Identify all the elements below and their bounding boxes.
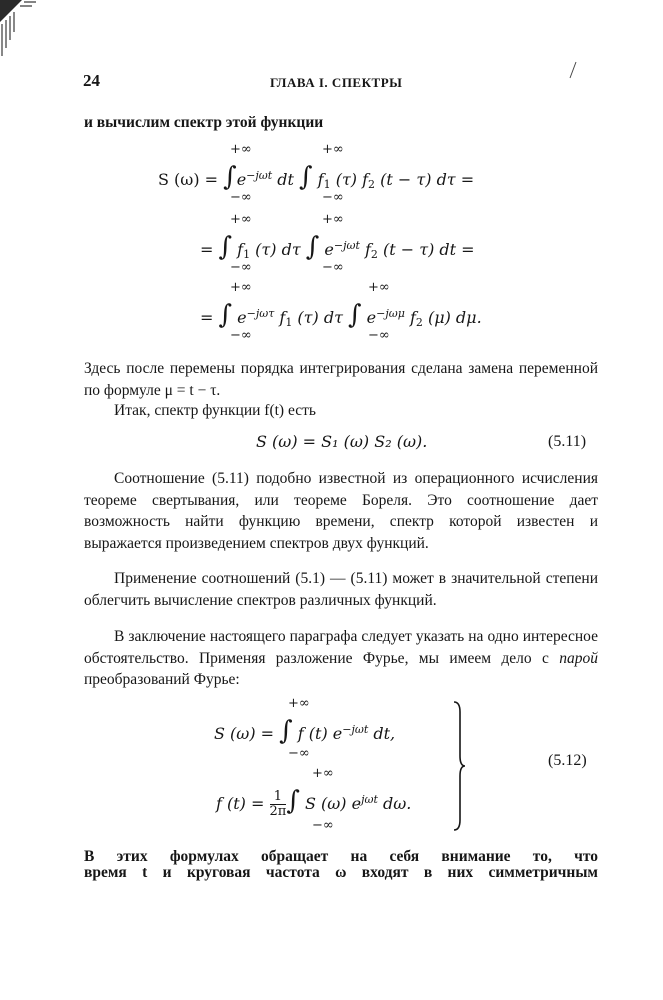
equation-line-3: +∞ −∞ +∞ −∞ = ∫ $e^{-j\omega\tau}$ $f_1$ (τ) dτ ∫ $e^{-j\omega\mu}$ $f_2$ (μ) dμ. bbox=[200, 280, 482, 343]
margin-mark bbox=[568, 60, 580, 80]
intro-line: и вычислим спектр этой функции bbox=[84, 114, 324, 131]
paragraph-itak: Итак, спектр функции f(t) есть bbox=[114, 402, 316, 419]
equation-5-12-line-1: +∞ −∞ S (ω) = ∫ f (t) $e^{-j\omega t}$ dt, bbox=[214, 696, 396, 761]
paragraph-application: Применение соотношений (5.1) — (5.11) может в значительной степени облегчить вычисление спектров различных функций. bbox=[84, 570, 598, 609]
paragraph-relation: Соотношение (5.11) подобно известной из операционного исчисления теореме свертывания, или теореме Бореля. Это соотношение дает возможность найти функцию времени, спектр которой известен и выражается произведением спектров двух функций. bbox=[84, 470, 598, 552]
paragraph-substitution: Здесь после перемены порядка интегрирования сделана замена переменной по формуле μ = t − τ. bbox=[84, 360, 598, 399]
running-head: ГЛАВА I. СПЕКТРЫ bbox=[270, 75, 403, 90]
equation-5-11: S (ω) = S₁ (ω) S₂ (ω). bbox=[256, 432, 428, 451]
equation-number-5-12: (5.12) bbox=[548, 752, 587, 769]
equation-line-2: +∞ −∞ +∞ −∞ = ∫ $f_1$ (τ) dτ ∫ $e^{-j\omega t}$ $f_2$ (t − τ) dt = bbox=[200, 212, 475, 275]
corner-ornament bbox=[0, 0, 40, 60]
right-brace bbox=[452, 700, 466, 832]
equation-number-5-11: (5.11) bbox=[548, 433, 587, 450]
equation-5-12-line-2: +∞ −∞ f (t) = $\frac{1}{2\pi}$ ∫ S (ω) $e^{j\omega t}$ dω. bbox=[216, 766, 412, 833]
equation-line-1: +∞ −∞ +∞ −∞ S $(\omega) = \int e^{-j\omega t}$ dt ∫ $f_1$ (τ) $f_2$ (t − τ) dτ = bbox=[158, 142, 475, 205]
paragraph-last-line-2: время t и круговая частота ω входят в них симметричным bbox=[84, 864, 598, 881]
paragraph-conclusion: В заключение настоящего параграфа следует указать на одно интересное обстоятельство. Применяя разложение Фурье, мы имеем дело с парой преобразований Фурье: bbox=[84, 628, 598, 688]
page-number: 24 bbox=[83, 71, 100, 90]
paragraph-last-line-1: В этих формулах обращает на себя внимание то, что bbox=[84, 848, 598, 865]
